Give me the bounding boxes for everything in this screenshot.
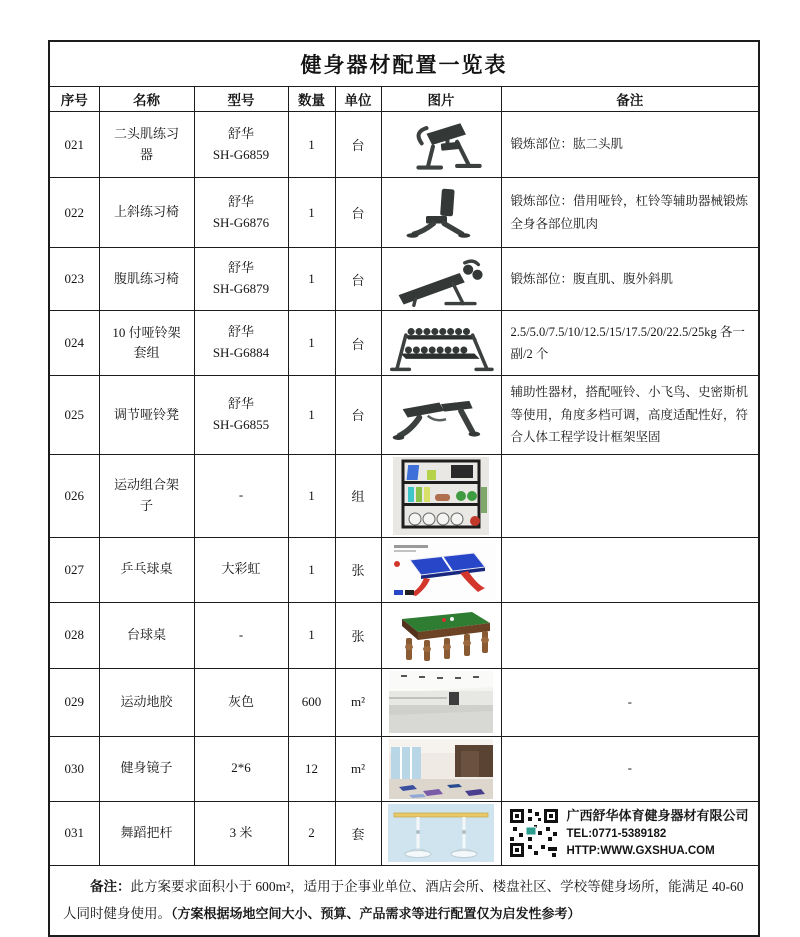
row-unit: 套	[335, 801, 381, 866]
header-remark: 备注	[501, 87, 759, 112]
row-model: 3 米	[194, 801, 288, 866]
page-title: 健身器材配置一览表	[49, 41, 759, 87]
row-no: 029	[49, 668, 99, 736]
row-name: 10 付哑铃架 套组	[99, 311, 194, 376]
row-qty: 1	[288, 537, 335, 602]
footer-note-bold: （方案根据场地空间大小、预算、产品需求等进行配置仅为启发性参考）	[171, 905, 581, 921]
row-qty: 1	[288, 602, 335, 668]
row-remark: 辅助性器材，搭配哑铃、小飞鸟、史密斯机等使用，角度多档可调，高度适配性好，符合人体工程学设计框架坚固	[501, 376, 759, 455]
row-name: 上斜练习椅	[99, 178, 194, 248]
row-qty: 1	[288, 376, 335, 455]
row-unit: 台	[335, 248, 381, 311]
row-model: 舒华 SH-G6859	[194, 112, 288, 178]
row-name: 二头肌练习 器	[99, 112, 194, 178]
supplier-contact-block	[504, 804, 757, 864]
row-unit: 组	[335, 454, 381, 537]
row-unit: 台	[335, 376, 381, 455]
table-row	[49, 537, 759, 602]
row-no: 031	[49, 801, 99, 866]
billiard-table-photo	[384, 605, 499, 665]
row-name: 健身镜子	[99, 736, 194, 801]
incline-exercise-chair-image	[384, 183, 499, 243]
row-no: 025	[49, 376, 99, 455]
row-name: 台球桌	[99, 602, 194, 668]
table-row	[49, 602, 759, 668]
abdominal-bench-image	[384, 251, 499, 307]
header-row	[49, 87, 759, 112]
footer-note-label: 备注：	[90, 879, 131, 895]
row-no: 022	[49, 178, 99, 248]
row-name: 调节哑铃凳	[99, 376, 194, 455]
header-model: 型号	[194, 87, 288, 112]
row-no: 030	[49, 736, 99, 801]
ping-pong-table-photo	[384, 540, 499, 600]
row-qty: 2	[288, 801, 335, 866]
header-picture: 图片	[381, 87, 501, 112]
header-unit: 单位	[335, 87, 381, 112]
row-no: 027	[49, 537, 99, 602]
row-model: -	[194, 454, 288, 537]
row-no: 026	[49, 454, 99, 537]
adjustable-dumbbell-bench-image	[384, 387, 499, 443]
row-remark	[501, 454, 759, 537]
row-remark	[501, 602, 759, 668]
bicep-curl-machine-image	[384, 116, 499, 174]
mirror-room-photo	[384, 739, 499, 799]
row-remark: 锻炼部位：肱二头肌	[501, 112, 759, 178]
row-name: 运动地胶	[99, 668, 194, 736]
dumbbell-rack-set-image	[384, 314, 499, 372]
row-unit: m²	[335, 736, 381, 801]
row-remark: 锻炼部位：腹直肌、腹外斜肌	[501, 248, 759, 311]
table-row	[49, 112, 759, 178]
table-row	[49, 801, 759, 866]
row-unit: 台	[335, 311, 381, 376]
row-model: 灰色	[194, 668, 288, 736]
row-no: 023	[49, 248, 99, 311]
row-remark: -	[501, 668, 759, 736]
sports-storage-rack-photo	[384, 457, 499, 535]
table-row	[49, 736, 759, 801]
table-row	[49, 668, 759, 736]
row-remark	[501, 537, 759, 602]
row-name: 腹肌练习椅	[99, 248, 194, 311]
supplier-website: HTTP:WWW.GXSHUA.COM	[566, 845, 715, 858]
row-qty: 1	[288, 112, 335, 178]
row-model: 舒华 SH-G6855	[194, 376, 288, 455]
row-remark: 锻炼部位：借用哑铃，杠铃等辅助器械锻炼全身各部位肌肉	[501, 178, 759, 248]
supplier-company-name: 广西舒华体育健身器材有限公司	[566, 807, 749, 823]
row-model: 舒华 SH-G6876	[194, 178, 288, 248]
row-qty: 1	[288, 311, 335, 376]
row-qty: 1	[288, 454, 335, 537]
ballet-barre-photo	[384, 804, 499, 862]
row-unit: 张	[335, 537, 381, 602]
footer-note-row	[49, 866, 759, 936]
row-unit: 台	[335, 178, 381, 248]
row-model: 大彩虹	[194, 537, 288, 602]
row-qty: 12	[288, 736, 335, 801]
row-name: 运动组合架 子	[99, 454, 194, 537]
table-row	[49, 178, 759, 248]
row-qty: 1	[288, 248, 335, 311]
equipment-table	[48, 40, 760, 937]
row-model: 2*6	[194, 736, 288, 801]
row-model: 舒华 SH-G6884	[194, 311, 288, 376]
row-no: 028	[49, 602, 99, 668]
row-unit: 台	[335, 112, 381, 178]
table-row	[49, 454, 759, 537]
equipment-table-sheet	[48, 40, 760, 937]
row-unit: 张	[335, 602, 381, 668]
row-qty: 1	[288, 178, 335, 248]
row-remark: 2.5/5.0/7.5/10/12.5/15/17.5/20/22.5/25kg 各一副/2 个	[501, 311, 759, 376]
header-no: 序号	[49, 87, 99, 112]
gym-flooring-photo	[384, 671, 499, 733]
row-unit: m²	[335, 668, 381, 736]
row-no: 024	[49, 311, 99, 376]
row-remark: -	[501, 736, 759, 801]
row-model: -	[194, 602, 288, 668]
table-row	[49, 311, 759, 376]
row-qty: 600	[288, 668, 335, 736]
row-name: 乒乓球桌	[99, 537, 194, 602]
header-qty: 数量	[288, 87, 335, 112]
row-name: 舞蹈把杆	[99, 801, 194, 866]
table-row	[49, 376, 759, 455]
footer-note-text: 此方案要求面积小于 600m²，适用于企事业单位、酒店会所、楼盘社区、学校等健身场所，能满足 40-60 人同时健身使用。	[63, 879, 744, 921]
row-model: 舒华 SH-G6879	[194, 248, 288, 311]
footer-note	[63, 874, 745, 927]
supplier-tel: TEL:0771-5389182	[566, 827, 667, 840]
row-no: 021	[49, 112, 99, 178]
table-row	[49, 248, 759, 311]
qr-code-icon	[508, 807, 560, 859]
header-name: 名称	[99, 87, 194, 112]
